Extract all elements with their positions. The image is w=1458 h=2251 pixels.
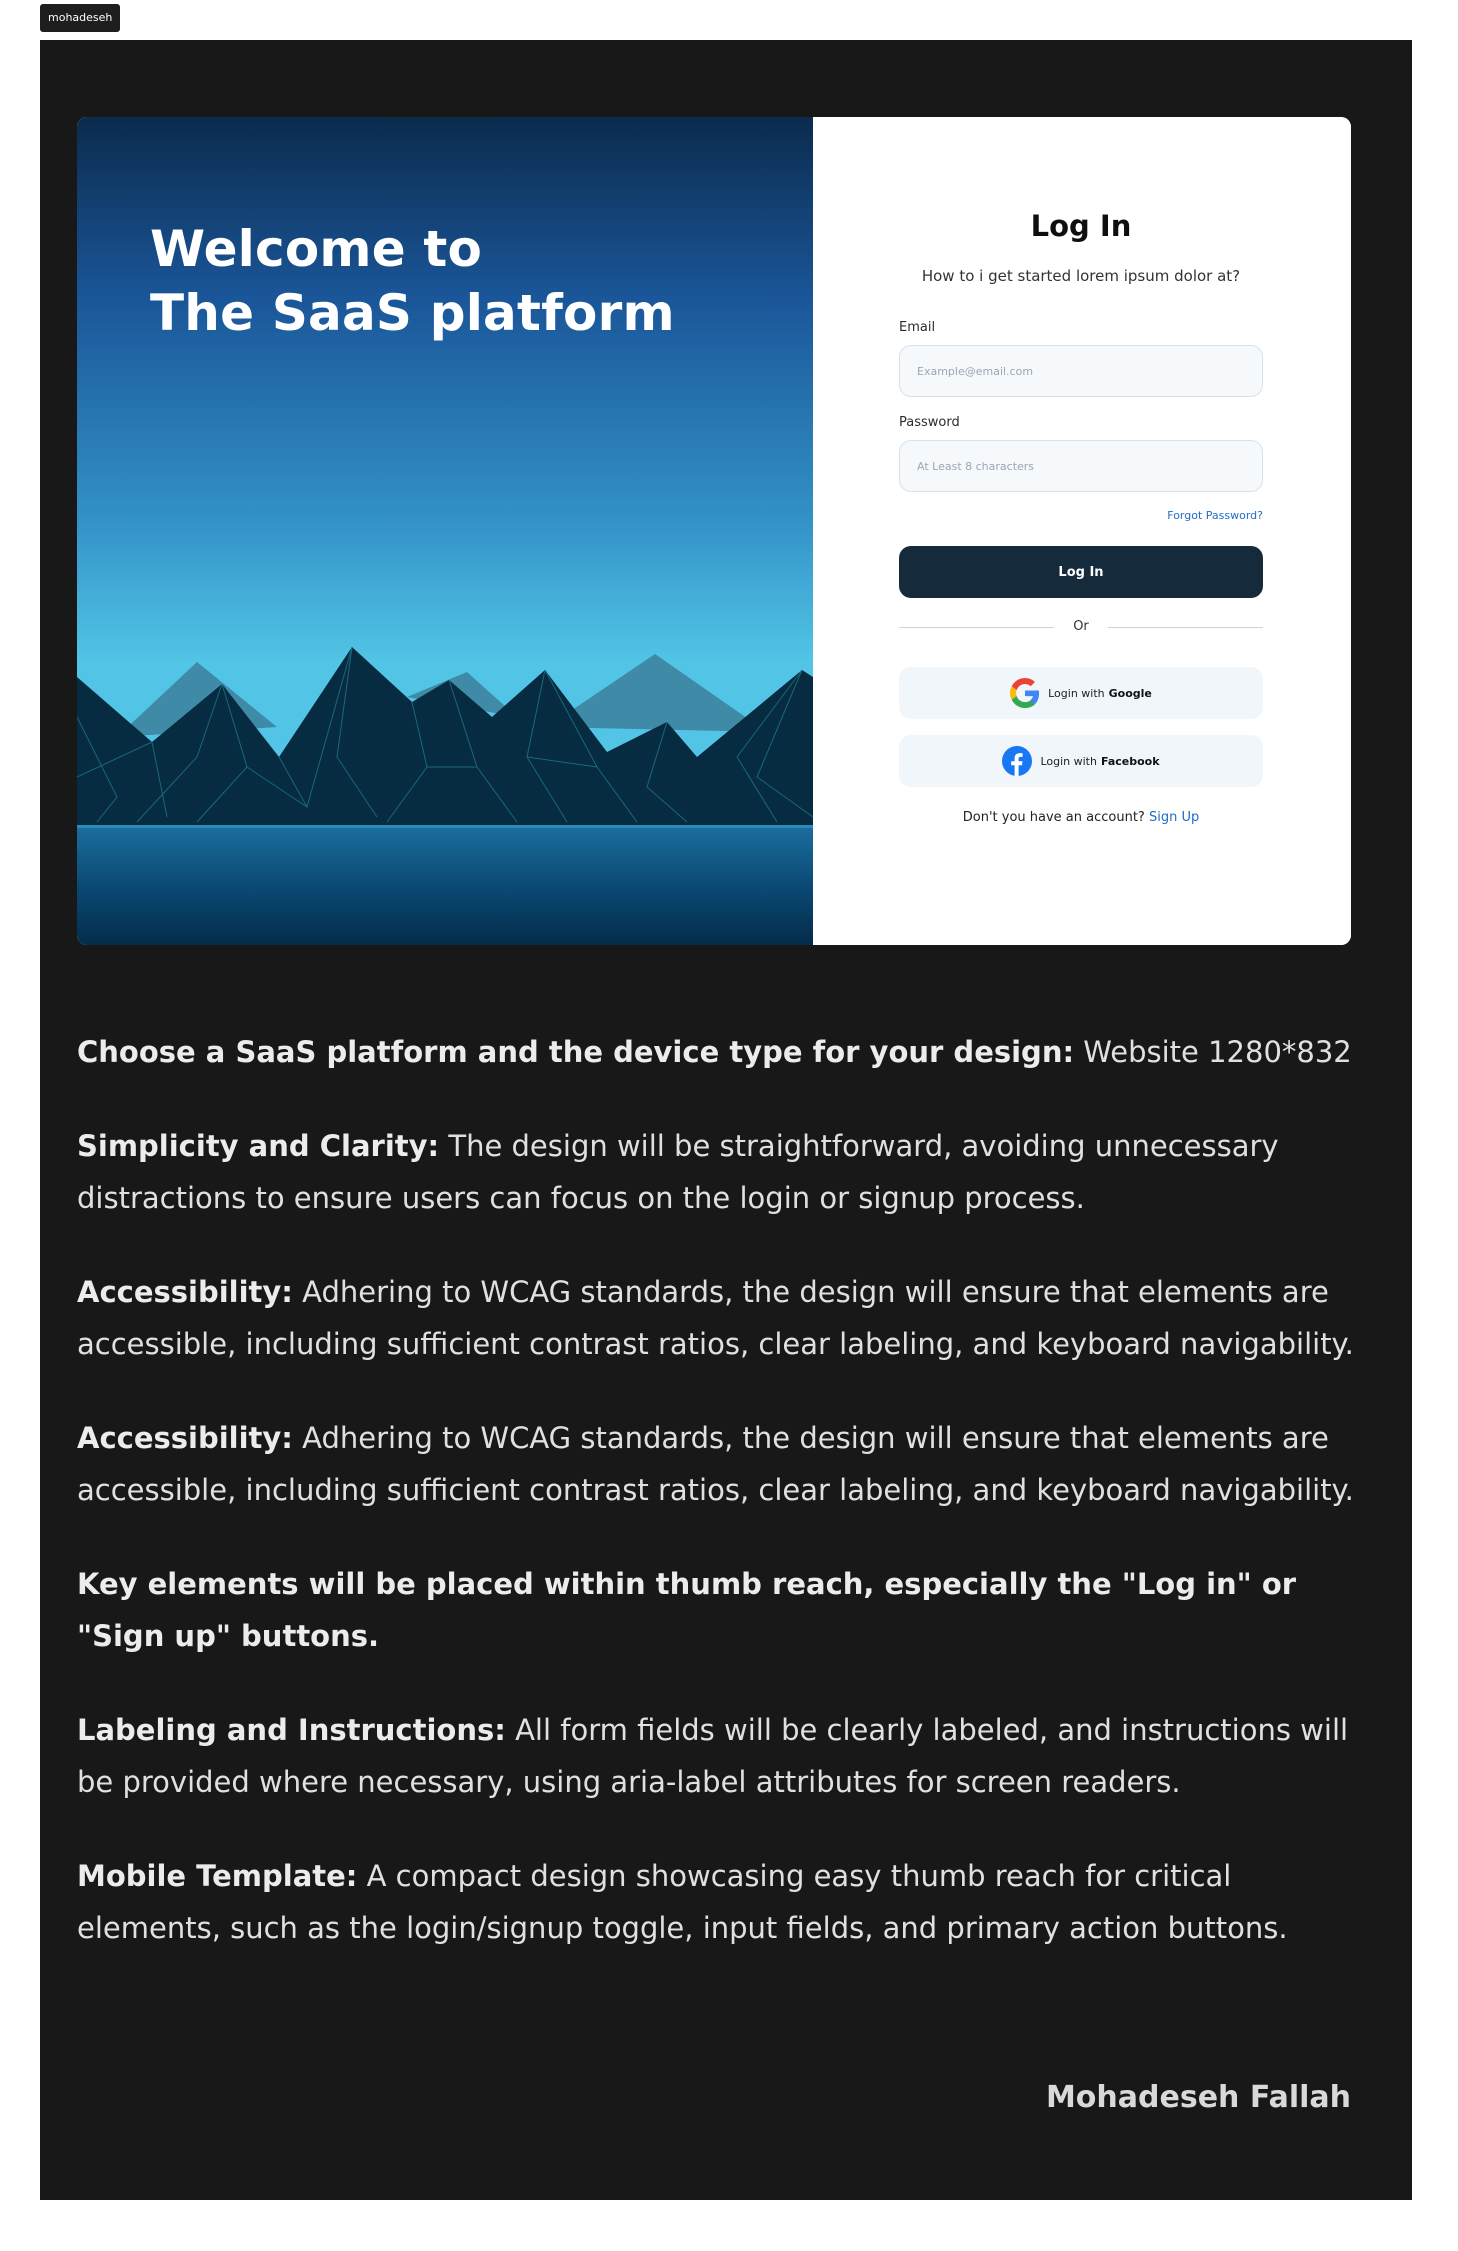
- facebook-login-button[interactable]: [899, 735, 1263, 787]
- password-field[interactable]: [899, 440, 1263, 492]
- or-divider: [899, 617, 1263, 637]
- design-notes: [77, 1026, 1367, 1996]
- signup-row: [899, 810, 1263, 825]
- password-label: Password: [899, 415, 960, 430]
- login-panel: [813, 117, 1351, 945]
- note-device-type: [77, 1026, 1367, 1078]
- login-mockup: [77, 117, 1351, 945]
- signup-link[interactable]: Sign Up: [1148, 810, 1200, 825]
- email-field[interactable]: [899, 345, 1263, 397]
- note-accessibility: [77, 1266, 1367, 1370]
- signup-prompt: Don't you have an account?: [962, 810, 1145, 825]
- note-text: A compact design showcasing easy thumb reach for critical elements, such as the login/signup toggle, input fields, and primary action buttons.: [77, 1859, 1288, 1945]
- note-text: All form fields will be clearly labeled, and instructions will be provided where necessary, using aria-label attributes for screen readers.: [77, 1713, 1349, 1799]
- email-label: Email: [899, 320, 936, 335]
- facebook-login-brand: Facebook: [1100, 754, 1160, 768]
- hero-title: [150, 217, 675, 345]
- google-login-prefix: Login with: [1048, 686, 1105, 700]
- google-login-button[interactable]: [899, 667, 1263, 719]
- note-text: The design will be straightforward, avoiding unnecessary distractions to ensure users can focus on the login or signup process.: [77, 1129, 1279, 1215]
- facebook-login-prefix: Login with: [1040, 754, 1097, 768]
- note-labeling: [77, 1704, 1367, 1808]
- note-label: Simplicity and Clarity:: [77, 1129, 440, 1163]
- note-simplicity: [77, 1120, 1367, 1224]
- author-tag: mohadeseh: [40, 4, 120, 32]
- note-label: Mobile Template:: [77, 1859, 358, 1893]
- note-label: Choose a SaaS platform and the device type for your design:: [77, 1035, 1075, 1069]
- note-mobile-template: [77, 1850, 1367, 1954]
- note-text: Website 1280*832: [1074, 1035, 1352, 1069]
- facebook-icon: [1002, 746, 1032, 776]
- google-login-brand: Google: [1108, 686, 1152, 700]
- login-subtitle: How to i get started lorem ipsum dolor at?: [921, 267, 1241, 285]
- note-text: Adhering to WCAG standards, the design will ensure that elements are accessible, including sufficient contrast ratios, clear labeling, and keyboard navigability.: [77, 1275, 1354, 1361]
- presentation-frame: [40, 40, 1412, 2200]
- note-label: Accessibility:: [77, 1421, 293, 1455]
- hero-title-line1: Welcome to: [150, 220, 483, 278]
- hero-title-line2: The SaaS platform: [150, 284, 675, 342]
- login-title: Log In: [1030, 209, 1132, 243]
- note-label: Accessibility:: [77, 1275, 293, 1309]
- or-text: Or: [1073, 619, 1089, 634]
- hero-panel: [77, 117, 813, 945]
- note-accessibility-repeat: [77, 1412, 1367, 1516]
- google-icon: [1010, 678, 1040, 708]
- login-button[interactable]: Log In: [899, 546, 1263, 598]
- author-name: Mohadeseh Fallah: [1045, 2080, 1351, 2115]
- note-label: Labeling and Instructions:: [77, 1713, 506, 1747]
- note-thumb-reach: [77, 1558, 1367, 1662]
- note-label: Key elements will be placed within thumb reach, especially the "Log in" or "Sign up" buttons.: [77, 1567, 1297, 1653]
- forgot-password-link[interactable]: Forgot Password?: [1167, 509, 1263, 522]
- note-text: Adhering to WCAG standards, the design will ensure that elements are accessible, including sufficient contrast ratios, clear labeling, and keyboard navigability.: [77, 1421, 1354, 1507]
